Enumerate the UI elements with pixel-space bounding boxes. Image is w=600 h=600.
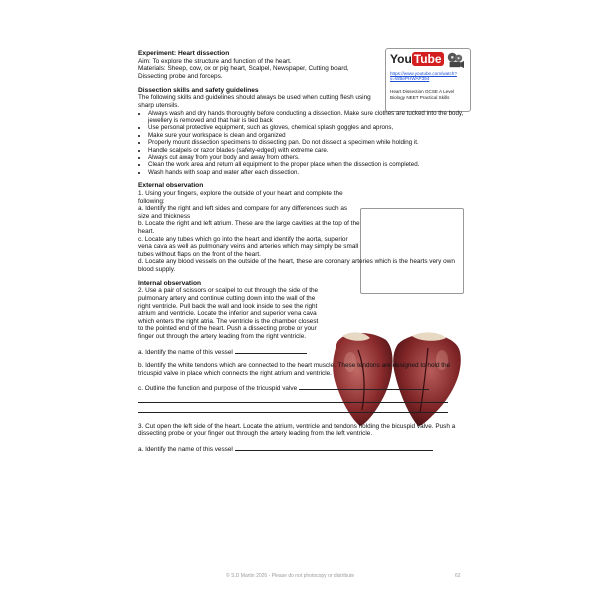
safety-heading: Dissection skills and safety guidelines xyxy=(138,86,259,94)
list-item: • Wash hands with soap and water after each dissection. xyxy=(148,169,468,176)
external-c: c. Locate any tubes which go into the heart and identify the aorta, superior vena cava as well as pulmonary veins and arteries which may simply be small tubes without flaps on the front of the heart. xyxy=(138,235,359,258)
question-2c: c. Outline the function and purpose of the tricuspid valve xyxy=(138,383,468,393)
internal-p2: 2. Use a pair of scissors or scalpel to cut through the side of the pulmonary artery and continue cutting down into the wall of the right ventricle. Pull back the wall and look inside to see the right atrium and ventricle. Locate the inferior and superior vena cava which enters the right atria. The ventricle is the chamber closest to the pointed end of the heart. Push a dissecting probe or your finger out through the artery leading from the right ventricle. xyxy=(138,287,319,340)
aim-text: Aim: To explore the structure and function of the heart. xyxy=(138,57,292,65)
page-title: Experiment: Heart dissection xyxy=(138,50,230,57)
list-item: • Handle scalpels or razor blades (safety-edged) with extreme care. xyxy=(148,147,468,154)
list-item: • Always cut away from your body and away from others. xyxy=(148,154,468,161)
copyright-text: © S.D Martin 2026 - Please do not photocopy or distribute xyxy=(226,573,355,579)
list-item: • Properly mount dissection specimens to dissecting pan. Do not dissect a specimen while holding it. xyxy=(148,139,468,146)
question-3: 3. Cut open the left side of the heart. Locate the atrium, ventricle and tendons holding the bicuspid valve. Push a dissecting probe or your finger out through the artery leading from the left ventricle. xyxy=(138,422,456,438)
answer-line[interactable] xyxy=(138,393,448,403)
safety-list xyxy=(138,110,468,177)
materials-text: Materials: Sheep, cow, ox or pig heart, Scalpel, Newspaper, Cutting board, Dissecting probe and forceps. xyxy=(138,65,349,80)
external-b: b. Locate the right and left atrium. These are the large cavities at the top of the heart. xyxy=(138,220,360,235)
external-a: a. Identify the right and left sides and compare for any differences such as size and thickness xyxy=(138,205,348,220)
external-p1: 1. Using your fingers, explore the outside of your heart and complete the following: xyxy=(138,190,343,205)
safety-intro: The following skills and guidelines should always be used when cutting flesh using sharp utensils. xyxy=(138,94,371,109)
list-item: • Clean the work area and return all equipment to the proper place when the dissection is completed. xyxy=(148,161,468,168)
youtube-logo: You Tube xyxy=(390,52,442,66)
answer-line[interactable] xyxy=(138,403,448,413)
answer-blank-3a[interactable] xyxy=(235,444,433,451)
video-caption: Heart Dissection GCSE A Level Biology NEET Practical Skills xyxy=(390,89,455,100)
list-item: • Always wash and dry hands thoroughly before conducting a dissection. Make sure clothes are tucked into the body, jewellery is removed and that hair is tied back xyxy=(148,110,468,125)
external-heading: External observation xyxy=(138,182,204,190)
question-3a: a. Identify the name of this vessel xyxy=(138,444,468,454)
answer-blank-2c[interactable] xyxy=(299,383,429,390)
page-number: 62 xyxy=(455,573,461,579)
video-link[interactable]: https://www.youtube.com/watch?v=WBePHWAP394 xyxy=(390,71,457,82)
external-d: d. Locate any blood vessels on the outside of the heart, these are coronary arteries which is the hearts very own blood supply. xyxy=(138,258,455,273)
document-body xyxy=(138,50,468,454)
question-2b: b. Identify the white tendons which are connected to the heart muscle. These tendons are designed to hold the tricuspid valve in place which connects the right atrium and ventricle. xyxy=(138,362,451,377)
question-2a: a. Identify the name of this vessel xyxy=(138,347,468,357)
list-item: • Make sure your workspace is clean and organized xyxy=(148,132,468,139)
internal-heading: Internal observation xyxy=(138,279,202,287)
answer-blank-2a[interactable] xyxy=(235,347,307,354)
list-item: • Use personal protective equipment, such as gloves, chemical splash goggles and aprons, xyxy=(148,124,468,131)
